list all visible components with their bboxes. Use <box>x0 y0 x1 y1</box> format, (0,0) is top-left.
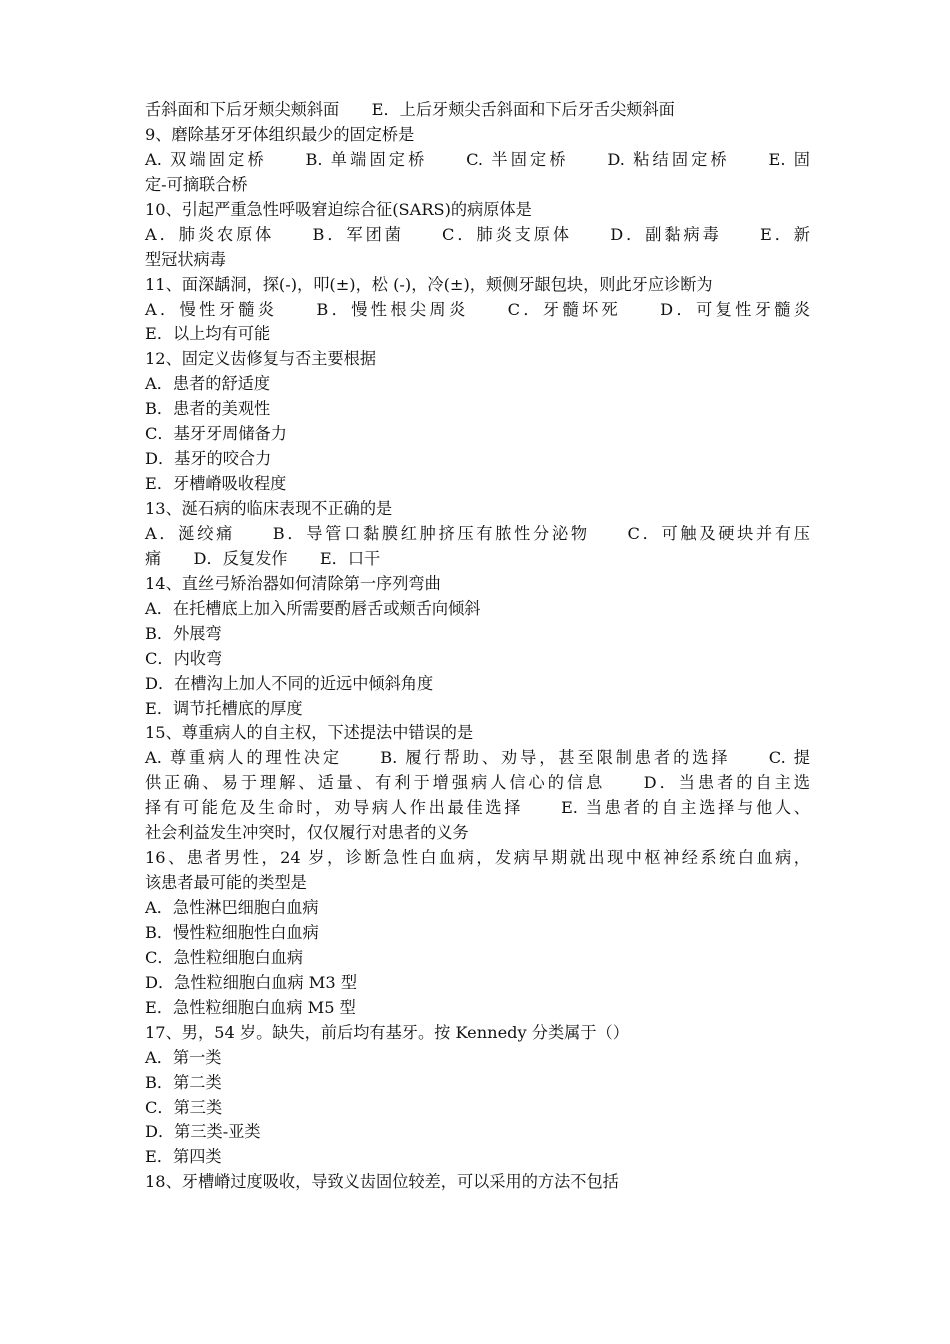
option-item: C．第三类 <box>145 1097 223 1117</box>
option-item: D．基牙的咬合力 <box>145 449 272 469</box>
options-line: A. 尊重病人的理性决定 B. 履行帮助、劝导，甚至限制患者的选择 C. 提 <box>145 748 810 768</box>
question-stem: 9、磨除基牙牙体组织最少的固定桥是 <box>145 124 415 144</box>
options-line: A．慢性牙髓炎 B．慢性根尖周炎 C．牙髓坏死 D．可复性牙髓炎 <box>145 299 810 319</box>
question-stem: 该患者最可能的类型是 <box>145 873 307 893</box>
option-item: B．慢性粒细胞性白血病 <box>145 922 319 942</box>
options-line: 定-可摘联合桥 <box>145 174 248 194</box>
question-stem: 11、面深龋洞，探(-)，叩(±)，松 (-)，冷(±)，颊侧牙龈包块，则此牙应诊断为 <box>145 274 713 294</box>
text-line: 舌斜面和下后牙颊尖颊斜面 E．上后牙颊尖舌斜面和下后牙舌尖颊斜面 <box>145 100 675 119</box>
options-line: A．涎绞痛 B．导管口黏膜红肿挤压有脓性分泌物 C．可触及硬块并有压 <box>145 523 810 543</box>
option-item: E．调节托槽底的厚度 <box>145 698 303 718</box>
options-line: 痛 D．反复发作 E．口干 <box>145 548 381 568</box>
option-item: D．第三类-亚类 <box>145 1122 261 1142</box>
option-item: A．患者的舒适度 <box>145 374 271 394</box>
option-item: B．第二类 <box>145 1072 222 1092</box>
option-item: B．外展弯 <box>145 623 222 643</box>
question-stem: 10、引起严重急性呼吸窘迫综合征(SARS)的病原体是 <box>145 199 532 219</box>
option-item: D．在槽沟上加人不同的近远中倾斜角度 <box>145 673 434 693</box>
options-line: 供正确、易于理解、适量、有利于增强病人信心的信息 D．当患者的自主选 <box>145 773 810 793</box>
option-item: E．第四类 <box>145 1147 222 1167</box>
options-line: 社会利益发生冲突时，仅仅履行对患者的义务 <box>145 823 469 843</box>
option-item: C．基牙牙周储备力 <box>145 424 287 444</box>
option-item: A．在托槽底上加入所需要酌唇舌或颊舌向倾斜 <box>145 598 481 618</box>
question-stem: 16、患者男性，24 岁，诊断急性白血病，发病早期就出现中枢神经系统白血病， <box>145 848 810 868</box>
question-stem: 15、尊重病人的自主权，下述提法中错误的是 <box>145 723 474 743</box>
question-stem: 14、直丝弓矫治器如何清除第一序列弯曲 <box>145 573 441 593</box>
option-item: A．第一类 <box>145 1047 222 1067</box>
options-line: E．以上均有可能 <box>145 324 271 344</box>
option-item: D．急性粒细胞白血病 M3 型 <box>145 972 358 992</box>
option-item: C．内收弯 <box>145 648 223 668</box>
options-line: A．肺炎农原体 B．军团菌 C．肺炎支原体 D．副黏病毒 E．新 <box>145 224 810 244</box>
options-line: A. 双端固定桥 B. 单端固定桥 C. 半固定桥 D. 粘结固定桥 E. 固 <box>145 149 810 169</box>
options-line: 型冠状病毒 <box>145 249 226 269</box>
question-stem: 13、涎石病的临床表现不正确的是 <box>145 499 393 518</box>
question-stem: 17、男，54 岁。缺失，前后均有基牙。按 Kennedy 分类属于（） <box>145 1022 629 1042</box>
option-item: A．急性淋巴细胞白血病 <box>145 898 319 917</box>
option-item: E．牙槽嵴吸收程度 <box>145 474 287 494</box>
option-item: E．急性粒细胞白血病 M5 型 <box>145 997 356 1017</box>
question-text <box>145 98 810 1195</box>
option-item: B．患者的美观性 <box>145 399 271 419</box>
question-stem: 12、固定义齿修复与否主要根据 <box>145 349 377 369</box>
question-stem: 18、牙槽嵴过度吸收，导致义齿固位较差，可以采用的方法不包括 <box>145 1172 619 1192</box>
option-item: C．急性粒细胞白血病 <box>145 947 304 967</box>
options-line: 择有可能危及生命时，劝导病人作出最佳选择 E. 当患者的自主选择与他人、 <box>145 798 810 818</box>
